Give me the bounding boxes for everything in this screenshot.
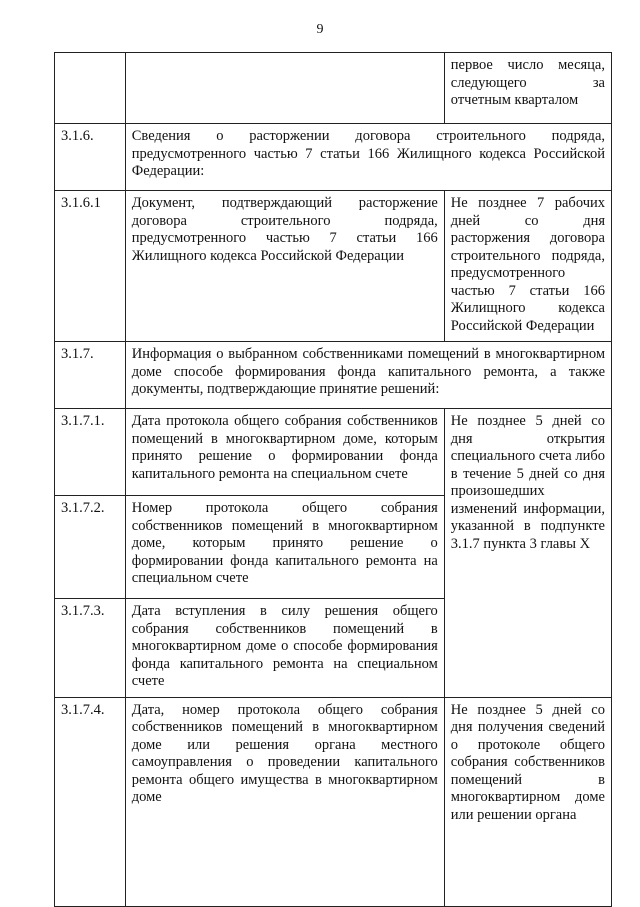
requirements-table — [54, 52, 612, 907]
table-row — [55, 697, 612, 906]
row-description: Дата вступления в силу решения общего собрания собственников помещений в многоквартирном доме о способе формирования фонда капитального ремонта на специальном счете — [125, 599, 444, 698]
row-deadline: первое число месяца, следующего за отчетным кварталом — [444, 53, 611, 124]
table-row — [55, 409, 612, 496]
table-row — [55, 124, 612, 191]
row-description: Сведения о расторжении договора строительного подряда, предусмотренного частью 7 статьи 166 Жилищного кодекса Российской Федерации: — [125, 124, 611, 191]
page-number: 9 — [316, 22, 324, 37]
row-number: 3.1.7.1. — [55, 409, 126, 496]
row-number — [55, 53, 126, 124]
row-deadline: Не позднее 7 рабочих дней со дня расторжения договора строительного подряда, предусмотренного частью 7 статьи 166 Жилищного кодекса Российской Федерации — [444, 191, 611, 342]
table-row — [55, 342, 612, 409]
row-number: 3.1.7.2. — [55, 496, 126, 599]
table-row — [55, 191, 612, 342]
row-description: Номер протокола общего собрания собственников помещений в многоквартирном доме, которым принято решение о формировании фонда капитального ремонта на специальном счете — [125, 496, 444, 599]
row-description: Документ, подтверждающий расторжение договора строительного подряда, предусмотренного частью 7 статьи 166 Жилищного кодекса Российской Федерации — [125, 191, 444, 342]
table-row — [55, 53, 612, 124]
row-description: Дата, номер протокола общего собрания собственников помещений в многоквартирном доме или решения органа местного самоуправления о проведении капитального ремонта общего имущества в многоквартирном доме — [125, 697, 444, 906]
row-deadline: Не позднее 5 дней со дня получения сведений о протоколе общего собрания собственников помещений в многоквартирном доме или решении органа — [444, 697, 611, 906]
row-number: 3.1.6.1 — [55, 191, 126, 342]
row-description: Информация о выбранном собственниками помещений в многоквартирном доме способе формирования фонда капитального ремонта, а также документы, подтверждающие принятие решений: — [125, 342, 611, 409]
row-deadline: Не позднее 5 дней со дня открытия специального счета либо в течение 5 дней со дня произошедших изменений информации, указанной в подпункте 3.1.7 пункта 3 главы X — [444, 409, 611, 698]
row-description — [125, 53, 444, 124]
row-number: 3.1.7.3. — [55, 599, 126, 698]
row-number: 3.1.7.4. — [55, 697, 126, 906]
row-description: Дата протокола общего собрания собственников помещений в многоквартирном доме, которым принято решение о формировании фонда капитального ремонта на специальном счете — [125, 409, 444, 496]
row-number: 3.1.6. — [55, 124, 126, 191]
row-number: 3.1.7. — [55, 342, 126, 409]
